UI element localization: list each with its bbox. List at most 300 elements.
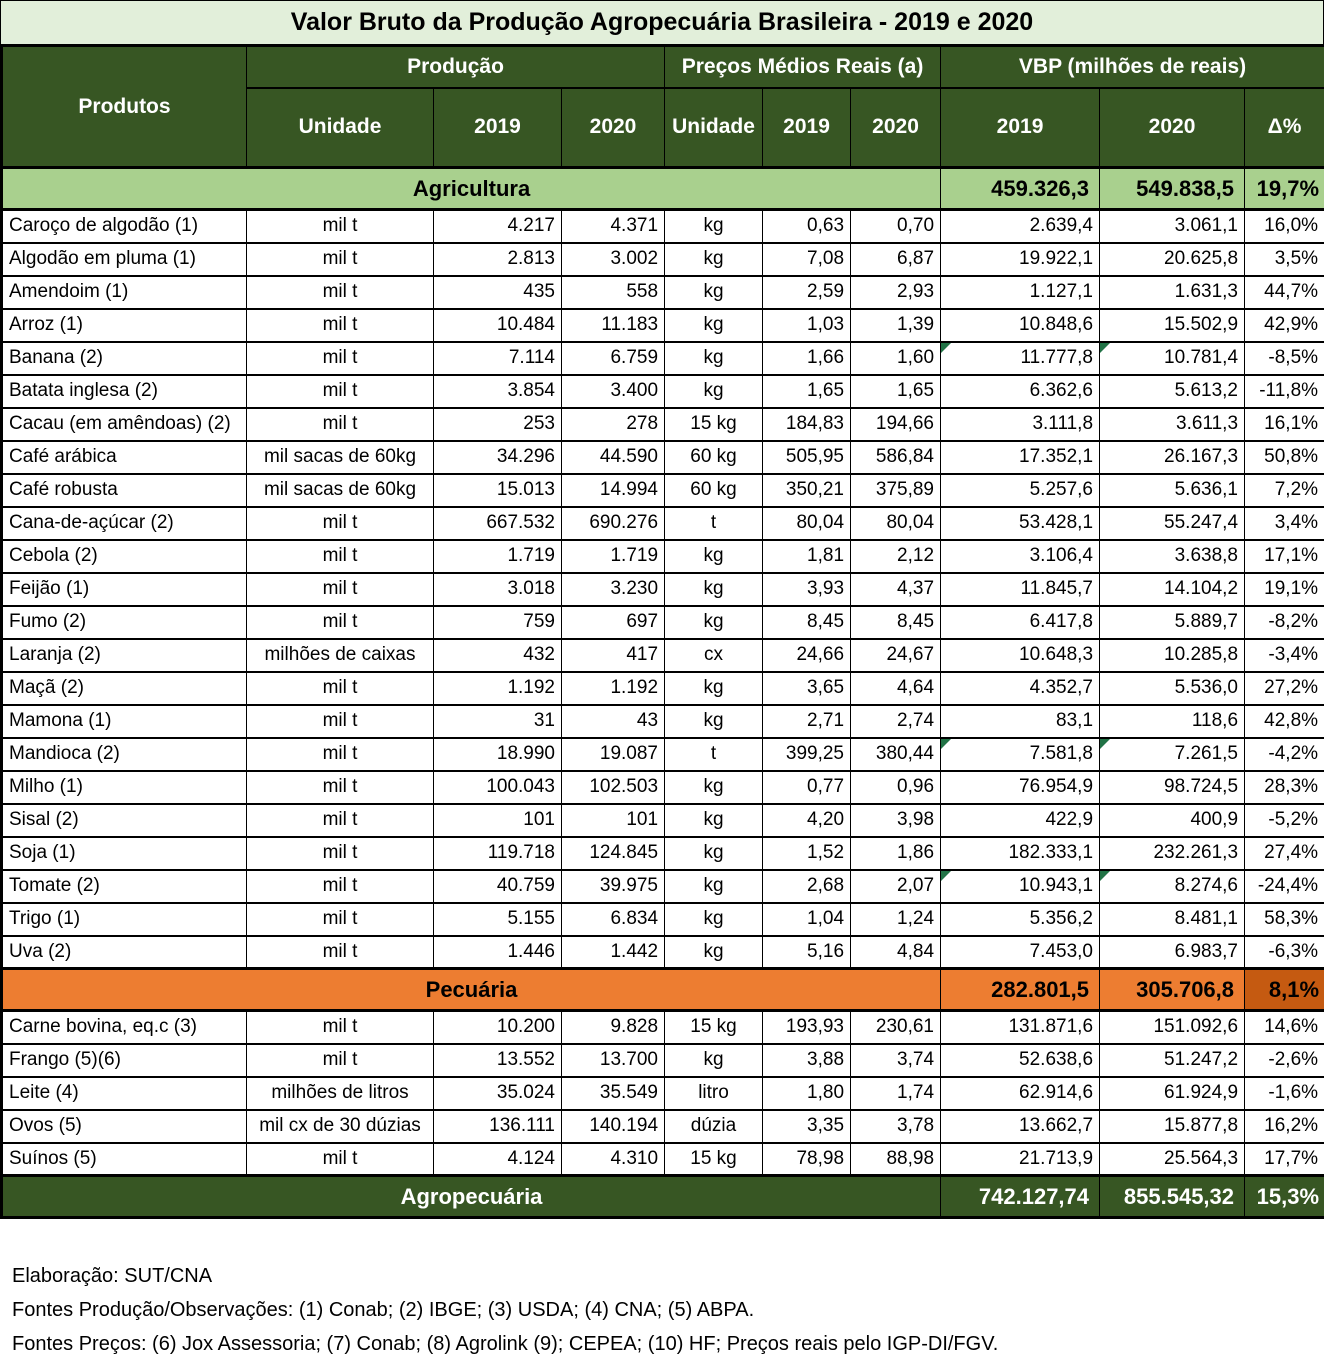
vbp-2020: 5.536,0: [1100, 672, 1245, 705]
section-row: [2, 168, 1324, 210]
production-2019: 7.114: [434, 342, 562, 375]
price-unit: kg: [665, 771, 763, 804]
table-row: [2, 705, 1324, 738]
price-2019: 5,16: [763, 936, 851, 969]
vbp-2019: 4.352,7: [941, 672, 1100, 705]
delta-percent: -24,4%: [1245, 870, 1324, 903]
table-row: [2, 1143, 1324, 1176]
production-2019: 119.718: [434, 837, 562, 870]
price-2020: 2,74: [851, 705, 941, 738]
delta-percent: 42,8%: [1245, 705, 1324, 738]
product-name: Tomate (2): [2, 870, 247, 903]
delta-percent: -4,2%: [1245, 738, 1324, 771]
production-2020: 101: [562, 804, 665, 837]
column-header-vbp-2020: 2020: [1100, 88, 1245, 168]
price-2020: 2,93: [851, 276, 941, 309]
price-2019: 2,68: [763, 870, 851, 903]
production-2020: 9.828: [562, 1011, 665, 1044]
vbp-2019: 182.333,1: [941, 837, 1100, 870]
product-name: Soja (1): [2, 837, 247, 870]
price-2020: 3,78: [851, 1110, 941, 1143]
price-2019: 1,52: [763, 837, 851, 870]
production-2019: 4.124: [434, 1143, 562, 1176]
vbp-2019: 5.356,2: [941, 903, 1100, 936]
price-2020: 586,84: [851, 441, 941, 474]
vbp-2019: 21.713,9: [941, 1143, 1100, 1176]
vbp-2019: 53.428,1: [941, 507, 1100, 540]
price-2019: 1,80: [763, 1077, 851, 1110]
vbp-2020: 232.261,3: [1100, 837, 1245, 870]
price-unit: kg: [665, 243, 763, 276]
production-2020: 11.183: [562, 309, 665, 342]
production-2019: 40.759: [434, 870, 562, 903]
price-2020: 3,98: [851, 804, 941, 837]
product-name: Sisal (2): [2, 804, 247, 837]
production-unit: mil t: [247, 540, 434, 573]
price-2020: 6,87: [851, 243, 941, 276]
product-name: Arroz (1): [2, 309, 247, 342]
product-name: Banana (2): [2, 342, 247, 375]
price-2020: 2,07: [851, 870, 941, 903]
table-row: [2, 1110, 1324, 1143]
table-row: [2, 672, 1324, 705]
production-2019: 15.013: [434, 474, 562, 507]
production-2019: 1.192: [434, 672, 562, 705]
column-header-preco-unidade: Unidade: [665, 88, 763, 168]
table-row: [2, 342, 1324, 375]
price-2019: 1,81: [763, 540, 851, 573]
production-unit: mil t: [247, 243, 434, 276]
production-unit: mil sacas de 60kg: [247, 441, 434, 474]
production-unit: mil t: [247, 837, 434, 870]
price-2020: 4,37: [851, 573, 941, 606]
vbp-2020: 3.611,3: [1100, 408, 1245, 441]
vbp-2020: 15.877,8: [1100, 1110, 1245, 1143]
vbp-2020: 61.924,9: [1100, 1077, 1245, 1110]
price-unit: kg: [665, 276, 763, 309]
table-row: [2, 771, 1324, 804]
price-2019: 399,25: [763, 738, 851, 771]
product-name: Maçã (2): [2, 672, 247, 705]
production-unit: mil t: [247, 672, 434, 705]
price-2019: 8,45: [763, 606, 851, 639]
production-2019: 1.719: [434, 540, 562, 573]
production-2020: 13.700: [562, 1044, 665, 1077]
column-header-preco-2020: 2020: [851, 88, 941, 168]
price-unit: t: [665, 507, 763, 540]
product-name: Uva (2): [2, 936, 247, 969]
vbp-2019: 1.127,1: [941, 276, 1100, 309]
group-header-producao: Produção: [247, 46, 665, 88]
production-2020: 417: [562, 639, 665, 672]
table-row: [2, 507, 1324, 540]
production-2019: 435: [434, 276, 562, 309]
table-row: [2, 573, 1324, 606]
production-unit: mil t: [247, 1044, 434, 1077]
vbp-2020: 118,6: [1100, 705, 1245, 738]
vbp-2020: 1.631,3: [1100, 276, 1245, 309]
production-2020: 43: [562, 705, 665, 738]
product-name: Cacau (em amêndoas) (2): [2, 408, 247, 441]
price-2019: 505,95: [763, 441, 851, 474]
vbp-2020: 10.781,4: [1100, 342, 1245, 375]
table-row: [2, 804, 1324, 837]
vbp-2019: 17.352,1: [941, 441, 1100, 474]
table-row: [2, 474, 1324, 507]
price-2019: 78,98: [763, 1143, 851, 1176]
product-name: Carne bovina, eq.c (3): [2, 1011, 247, 1044]
vbp-2019: 10.648,3: [941, 639, 1100, 672]
product-name: Fumo (2): [2, 606, 247, 639]
product-name: Feijão (1): [2, 573, 247, 606]
vbp-2019: 62.914,6: [941, 1077, 1100, 1110]
production-unit: mil t: [247, 210, 434, 243]
production-2020: 690.276: [562, 507, 665, 540]
vbp-2020: 55.247,4: [1100, 507, 1245, 540]
vbp-2019: 6.362,6: [941, 375, 1100, 408]
product-name: Algodão em pluma (1): [2, 243, 247, 276]
column-header-produtos: Produtos: [2, 46, 247, 168]
production-unit: mil t: [247, 507, 434, 540]
production-2020: 4.371: [562, 210, 665, 243]
delta-percent: 27,2%: [1245, 672, 1324, 705]
delta-percent: 27,4%: [1245, 837, 1324, 870]
vbp-2020: 8.481,1: [1100, 903, 1245, 936]
price-unit: cx: [665, 639, 763, 672]
product-name: Café arábica: [2, 441, 247, 474]
vbp-2019: 13.662,7: [941, 1110, 1100, 1143]
production-2020: 44.590: [562, 441, 665, 474]
price-2020: 3,74: [851, 1044, 941, 1077]
vbp-2020: 400,9: [1100, 804, 1245, 837]
vbp-2019: 10.848,6: [941, 309, 1100, 342]
vbp-2019: 10.943,1: [941, 870, 1100, 903]
product-name: Cana-de-açúcar (2): [2, 507, 247, 540]
price-unit: kg: [665, 1044, 763, 1077]
production-2020: 14.994: [562, 474, 665, 507]
price-2020: 2,12: [851, 540, 941, 573]
product-name: Laranja (2): [2, 639, 247, 672]
table-row: [2, 540, 1324, 573]
delta-percent: -5,2%: [1245, 804, 1324, 837]
production-unit: mil t: [247, 1143, 434, 1176]
group-header-precos: Preços Médios Reais (a): [665, 46, 941, 88]
table-row: [2, 1077, 1324, 1110]
price-2019: 3,65: [763, 672, 851, 705]
price-2019: 2,59: [763, 276, 851, 309]
vbp-2019: 83,1: [941, 705, 1100, 738]
section-vbp-2019: 742.127,74: [941, 1176, 1100, 1218]
production-2020: 558: [562, 276, 665, 309]
production-unit: mil t: [247, 408, 434, 441]
delta-percent: -6,3%: [1245, 936, 1324, 969]
section-delta-percent: 8,1%: [1245, 969, 1324, 1011]
price-2019: 3,93: [763, 573, 851, 606]
product-name: Cebola (2): [2, 540, 247, 573]
price-2020: 194,66: [851, 408, 941, 441]
vbp-2019: 2.639,4: [941, 210, 1100, 243]
column-header-producao-2020: 2020: [562, 88, 665, 168]
delta-percent: 58,3%: [1245, 903, 1324, 936]
price-unit: kg: [665, 672, 763, 705]
production-2019: 18.990: [434, 738, 562, 771]
price-2020: 380,44: [851, 738, 941, 771]
vbp-2019: 11.845,7: [941, 573, 1100, 606]
section-delta-percent: 19,7%: [1245, 168, 1324, 210]
table-row: [2, 276, 1324, 309]
production-2020: 39.975: [562, 870, 665, 903]
table-row: [2, 441, 1324, 474]
production-unit: mil t: [247, 936, 434, 969]
vbp-2020: 14.104,2: [1100, 573, 1245, 606]
price-2020: 0,96: [851, 771, 941, 804]
table-row: [2, 1044, 1324, 1077]
production-2019: 3.018: [434, 573, 562, 606]
delta-percent: 42,9%: [1245, 309, 1324, 342]
production-unit: mil t: [247, 903, 434, 936]
price-2019: 350,21: [763, 474, 851, 507]
table-row: [2, 936, 1324, 969]
price-unit: kg: [665, 903, 763, 936]
production-2019: 101: [434, 804, 562, 837]
section-label: Agricultura: [2, 168, 941, 210]
vbp-2020: 10.285,8: [1100, 639, 1245, 672]
section-label: Agropecuária: [2, 1176, 941, 1218]
price-2020: 4,84: [851, 936, 941, 969]
delta-percent: 3,4%: [1245, 507, 1324, 540]
price-2020: 80,04: [851, 507, 941, 540]
vbp-2020: 3.638,8: [1100, 540, 1245, 573]
vbp-2020: 20.625,8: [1100, 243, 1245, 276]
production-unit: mil t: [247, 375, 434, 408]
price-unit: 60 kg: [665, 474, 763, 507]
production-2020: 278: [562, 408, 665, 441]
production-2019: 13.552: [434, 1044, 562, 1077]
price-unit: kg: [665, 375, 763, 408]
production-2020: 1.719: [562, 540, 665, 573]
price-unit: kg: [665, 342, 763, 375]
production-unit: mil t: [247, 342, 434, 375]
production-unit: mil sacas de 60kg: [247, 474, 434, 507]
price-2019: 184,83: [763, 408, 851, 441]
vbp-2020: 26.167,3: [1100, 441, 1245, 474]
production-2020: 4.310: [562, 1143, 665, 1176]
production-2020: 3.400: [562, 375, 665, 408]
production-unit: mil t: [247, 771, 434, 804]
vbp-2020: 7.261,5: [1100, 738, 1245, 771]
vbp-2019: 131.871,6: [941, 1011, 1100, 1044]
section-vbp-2020: 305.706,8: [1100, 969, 1245, 1011]
price-2019: 0,77: [763, 771, 851, 804]
price-2020: 0,70: [851, 210, 941, 243]
production-2020: 35.549: [562, 1077, 665, 1110]
production-2020: 102.503: [562, 771, 665, 804]
production-unit: mil t: [247, 309, 434, 342]
price-2020: 1,39: [851, 309, 941, 342]
production-2020: 6.834: [562, 903, 665, 936]
section-delta-percent: 15,3%: [1245, 1176, 1324, 1218]
vbp-table: [0, 44, 1324, 1219]
price-unit: kg: [665, 573, 763, 606]
footer-fontes-producao: Fontes Produção/Observações: (1) Conab; (2) IBGE; (3) USDA; (4) CNA; (5) ABPA.: [12, 1299, 755, 1321]
vbp-2020: 98.724,5: [1100, 771, 1245, 804]
production-2019: 2.813: [434, 243, 562, 276]
price-unit: kg: [665, 606, 763, 639]
delta-percent: -2,6%: [1245, 1044, 1324, 1077]
section-row: [2, 1176, 1324, 1218]
column-header-delta-percent: Δ%: [1245, 88, 1324, 168]
vbp-2019: 7.453,0: [941, 936, 1100, 969]
price-unit: kg: [665, 936, 763, 969]
price-2019: 193,93: [763, 1011, 851, 1044]
price-2019: 80,04: [763, 507, 851, 540]
section-row: [2, 969, 1324, 1011]
vbp-2019: 19.922,1: [941, 243, 1100, 276]
vbp-2020: 8.274,6: [1100, 870, 1245, 903]
production-2019: 10.200: [434, 1011, 562, 1044]
production-unit: mil t: [247, 606, 434, 639]
production-2019: 4.217: [434, 210, 562, 243]
price-2019: 3,88: [763, 1044, 851, 1077]
price-2020: 8,45: [851, 606, 941, 639]
table-row: [2, 309, 1324, 342]
vbp-2019: 422,9: [941, 804, 1100, 837]
price-unit: 15 kg: [665, 1143, 763, 1176]
delta-percent: 3,5%: [1245, 243, 1324, 276]
vbp-2020: 51.247,2: [1100, 1044, 1245, 1077]
price-unit: kg: [665, 309, 763, 342]
price-2020: 1,86: [851, 837, 941, 870]
footer-elaboracao: Elaboração: SUT/CNA: [12, 1265, 213, 1287]
production-unit: mil t: [247, 870, 434, 903]
delta-percent: -11,8%: [1245, 375, 1324, 408]
price-2020: 1,24: [851, 903, 941, 936]
production-2019: 35.024: [434, 1077, 562, 1110]
section-vbp-2019: 459.326,3: [941, 168, 1100, 210]
production-2020: 1.442: [562, 936, 665, 969]
price-2020: 230,61: [851, 1011, 941, 1044]
section-vbp-2020: 549.838,5: [1100, 168, 1245, 210]
table-header: [2, 46, 1324, 168]
production-2019: 1.446: [434, 936, 562, 969]
production-unit: mil t: [247, 276, 434, 309]
production-2019: 10.484: [434, 309, 562, 342]
delta-percent: 17,7%: [1245, 1143, 1324, 1176]
section-vbp-2019: 282.801,5: [941, 969, 1100, 1011]
vbp-2020: 151.092,6: [1100, 1011, 1245, 1044]
vbp-2020: 15.502,9: [1100, 309, 1245, 342]
table-row: [2, 870, 1324, 903]
delta-percent: 14,6%: [1245, 1011, 1324, 1044]
price-2019: 2,71: [763, 705, 851, 738]
price-unit: kg: [665, 870, 763, 903]
production-2019: 100.043: [434, 771, 562, 804]
section-vbp-2020: 855.545,32: [1100, 1176, 1245, 1218]
delta-percent: 17,1%: [1245, 540, 1324, 573]
production-2020: 6.759: [562, 342, 665, 375]
vbp-2019: 11.777,8: [941, 342, 1100, 375]
production-2020: 1.192: [562, 672, 665, 705]
price-unit: kg: [665, 210, 763, 243]
section-label: Pecuária: [2, 969, 941, 1011]
price-2020: 4,64: [851, 672, 941, 705]
vbp-2019: 3.106,4: [941, 540, 1100, 573]
column-header-producao-2019: 2019: [434, 88, 562, 168]
price-2020: 88,98: [851, 1143, 941, 1176]
table-row: [2, 837, 1324, 870]
production-2019: 759: [434, 606, 562, 639]
table-row: [2, 243, 1324, 276]
production-2020: 697: [562, 606, 665, 639]
delta-percent: -8,2%: [1245, 606, 1324, 639]
delta-percent: 16,2%: [1245, 1110, 1324, 1143]
production-2019: 253: [434, 408, 562, 441]
price-unit: dúzia: [665, 1110, 763, 1143]
product-name: Frango (5)(6): [2, 1044, 247, 1077]
footer-notes: [12, 1259, 1324, 1361]
vbp-2020: 5.636,1: [1100, 474, 1245, 507]
production-unit: mil cx de 30 dúzias: [247, 1110, 434, 1143]
product-name: Café robusta: [2, 474, 247, 507]
price-2020: 24,67: [851, 639, 941, 672]
production-2020: 3.230: [562, 573, 665, 606]
table-row: [2, 903, 1324, 936]
price-unit: 60 kg: [665, 441, 763, 474]
price-unit: kg: [665, 804, 763, 837]
price-2020: 1,74: [851, 1077, 941, 1110]
price-2019: 4,20: [763, 804, 851, 837]
vbp-2019: 6.417,8: [941, 606, 1100, 639]
price-unit: kg: [665, 540, 763, 573]
price-2019: 1,04: [763, 903, 851, 936]
vbp-2020: 6.983,7: [1100, 936, 1245, 969]
vbp-2019: 7.581,8: [941, 738, 1100, 771]
price-unit: kg: [665, 837, 763, 870]
price-unit: 15 kg: [665, 408, 763, 441]
price-2019: 1,03: [763, 309, 851, 342]
product-name: Caroço de algodão (1): [2, 210, 247, 243]
production-2019: 136.111: [434, 1110, 562, 1143]
production-2020: 124.845: [562, 837, 665, 870]
delta-percent: 7,2%: [1245, 474, 1324, 507]
delta-percent: -1,6%: [1245, 1077, 1324, 1110]
delta-percent: 19,1%: [1245, 573, 1324, 606]
delta-percent: -3,4%: [1245, 639, 1324, 672]
production-unit: milhões de caixas: [247, 639, 434, 672]
price-unit: 15 kg: [665, 1011, 763, 1044]
product-name: Milho (1): [2, 771, 247, 804]
column-header-preco-2019: 2019: [763, 88, 851, 168]
price-2020: 1,65: [851, 375, 941, 408]
table-row: [2, 210, 1324, 243]
production-2019: 31: [434, 705, 562, 738]
production-2019: 432: [434, 639, 562, 672]
vbp-2019: 76.954,9: [941, 771, 1100, 804]
production-2020: 140.194: [562, 1110, 665, 1143]
vbp-2019: 52.638,6: [941, 1044, 1100, 1077]
table-row: [2, 408, 1324, 441]
production-2020: 3.002: [562, 243, 665, 276]
product-name: Batata inglesa (2): [2, 375, 247, 408]
column-header-producao-unidade: Unidade: [247, 88, 434, 168]
table-row: [2, 375, 1324, 408]
vbp-2019: 3.111,8: [941, 408, 1100, 441]
footer-fontes-precos: Fontes Preços: (6) Jox Assessoria; (7) Conab; (8) Agrolink (9); CEPEA; (10) HF; Preços reais pelo IGP-DI/FGV.: [12, 1333, 999, 1355]
product-name: Leite (4): [2, 1077, 247, 1110]
vbp-2020: 5.613,2: [1100, 375, 1245, 408]
product-name: Trigo (1): [2, 903, 247, 936]
table-row: [2, 606, 1324, 639]
